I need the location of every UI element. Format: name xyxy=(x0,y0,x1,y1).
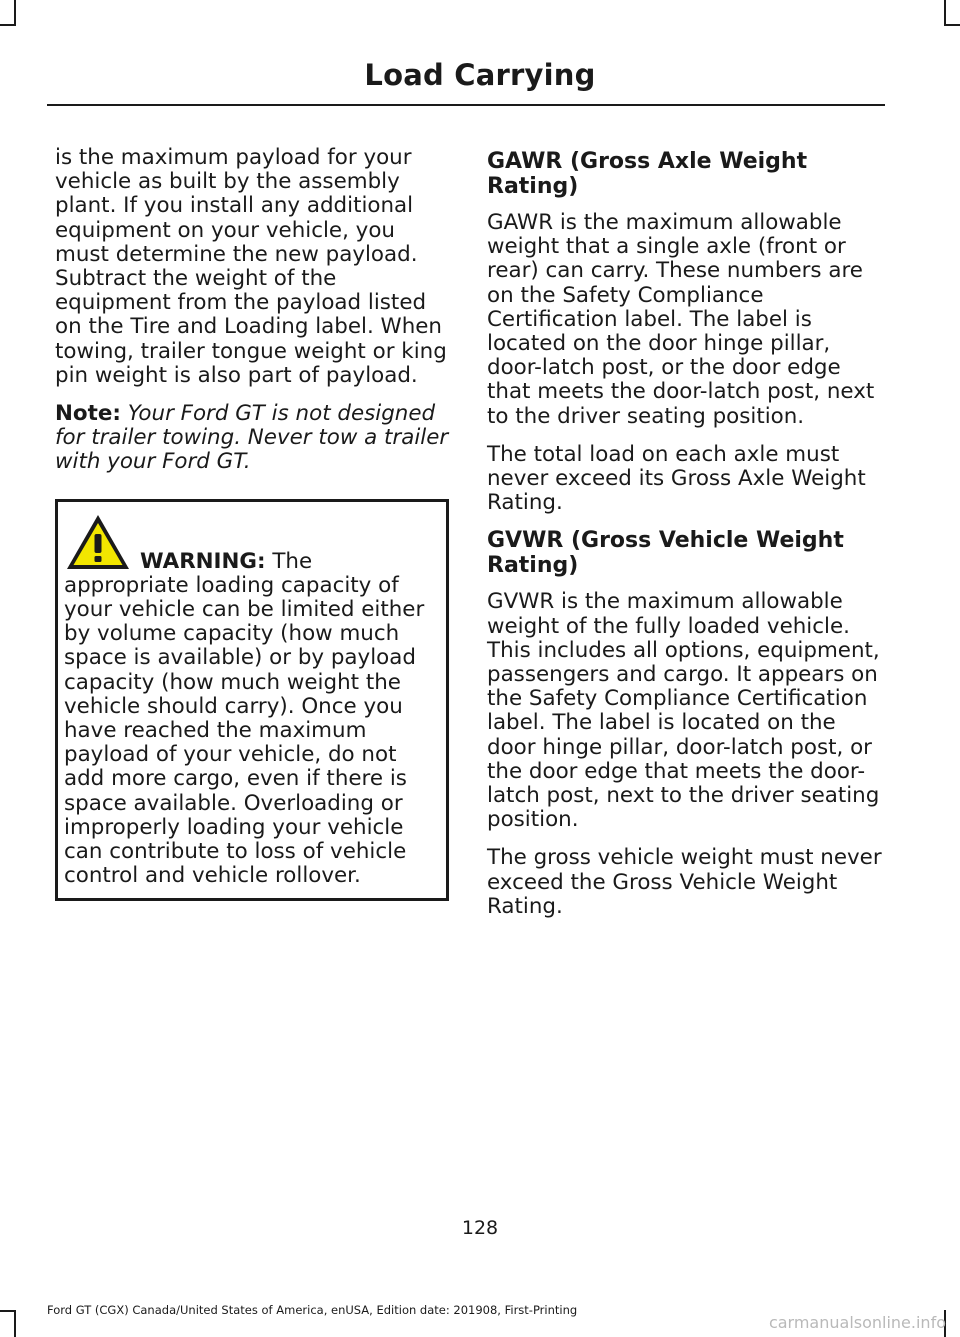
left-column xyxy=(55,146,450,901)
crop-mark-top-right-horizontal xyxy=(944,24,960,26)
note-label: Note: xyxy=(55,401,121,427)
gvwr-heading: GVWR (Gross Vehicle Weight Rating) xyxy=(487,528,844,578)
note-text: Your Ford GT is not designed for trailer towing. Never tow a trailer with your Ford GT. xyxy=(55,401,449,475)
gawr-paragraph-2: The total load on each axle must never exceed its Gross Axle Weight Rating. xyxy=(487,441,866,516)
payload-paragraph: is the maximum payload for your vehicle as built by the assembly plant. If you install any additional equipment on your vehicle, you must determine the new payload. Subtract the weight of the equipment from the payload listed on the Tire and Loading label. When towing, trailer tongue weight or king pin weight is also part of payload. xyxy=(55,145,447,388)
crop-mark-top-right-vertical xyxy=(944,0,946,26)
right-column xyxy=(487,146,882,933)
edition-footer: Ford GT (CGX) Canada/United States of America, enUSA, Edition date: 201908, First-Printing xyxy=(47,1303,578,1317)
warning-box xyxy=(55,499,449,902)
crop-mark-bottom-left-vertical xyxy=(14,1310,16,1337)
watermark: carmanualsonline.info xyxy=(768,1313,946,1332)
crop-mark-top-left-vertical xyxy=(14,0,16,26)
header-divider xyxy=(47,104,885,106)
crop-mark-top-left-horizontal xyxy=(0,24,16,26)
gawr-paragraph-1: GAWR is the maximum allowable weight that a single axle (front or rear) can carry. These numbers are on the Safety Compliance Certification label. The label is located on the door hinge pillar, door-latch post, or the door edge that meets the door-latch post, next to the driver seating position. xyxy=(487,210,875,429)
gvwr-paragraph-1: GVWR is the maximum allowable weight of the fully loaded vehicle. This includes all options, equipment, passengers and cargo. It appears on the Safety Compliance Certification label. The label is located on the door hinge pillar, door-latch post, or the door edge that meets the door-latch post, next to the driver seating position. xyxy=(487,589,880,833)
gawr-heading: GAWR (Gross Axle Weight Rating) xyxy=(487,149,808,199)
page-number: 128 xyxy=(461,1217,499,1239)
page-title: Load Carrying xyxy=(364,58,596,92)
note xyxy=(55,402,450,475)
crop-mark-bottom-left-horizontal xyxy=(0,1310,16,1312)
warning-triangle-icon xyxy=(64,512,132,572)
gvwr-paragraph-2: The gross vehicle weight must never exceed the Gross Vehicle Weight Rating. xyxy=(487,845,882,919)
warning-text: The appropriate loading capacity of your vehicle can be limited either by volume capacity (how much space is available) or by payload capacity (how much weight the vehicle should carry). Once you have reached the maximum payload of your vehicle, do not add more cargo, even if there is space available. Overloading or improperly loading your vehicle can contribute to loss of vehicle control and vehicle rollover. xyxy=(64,548,425,889)
warning-label: WARNING: xyxy=(140,548,266,574)
